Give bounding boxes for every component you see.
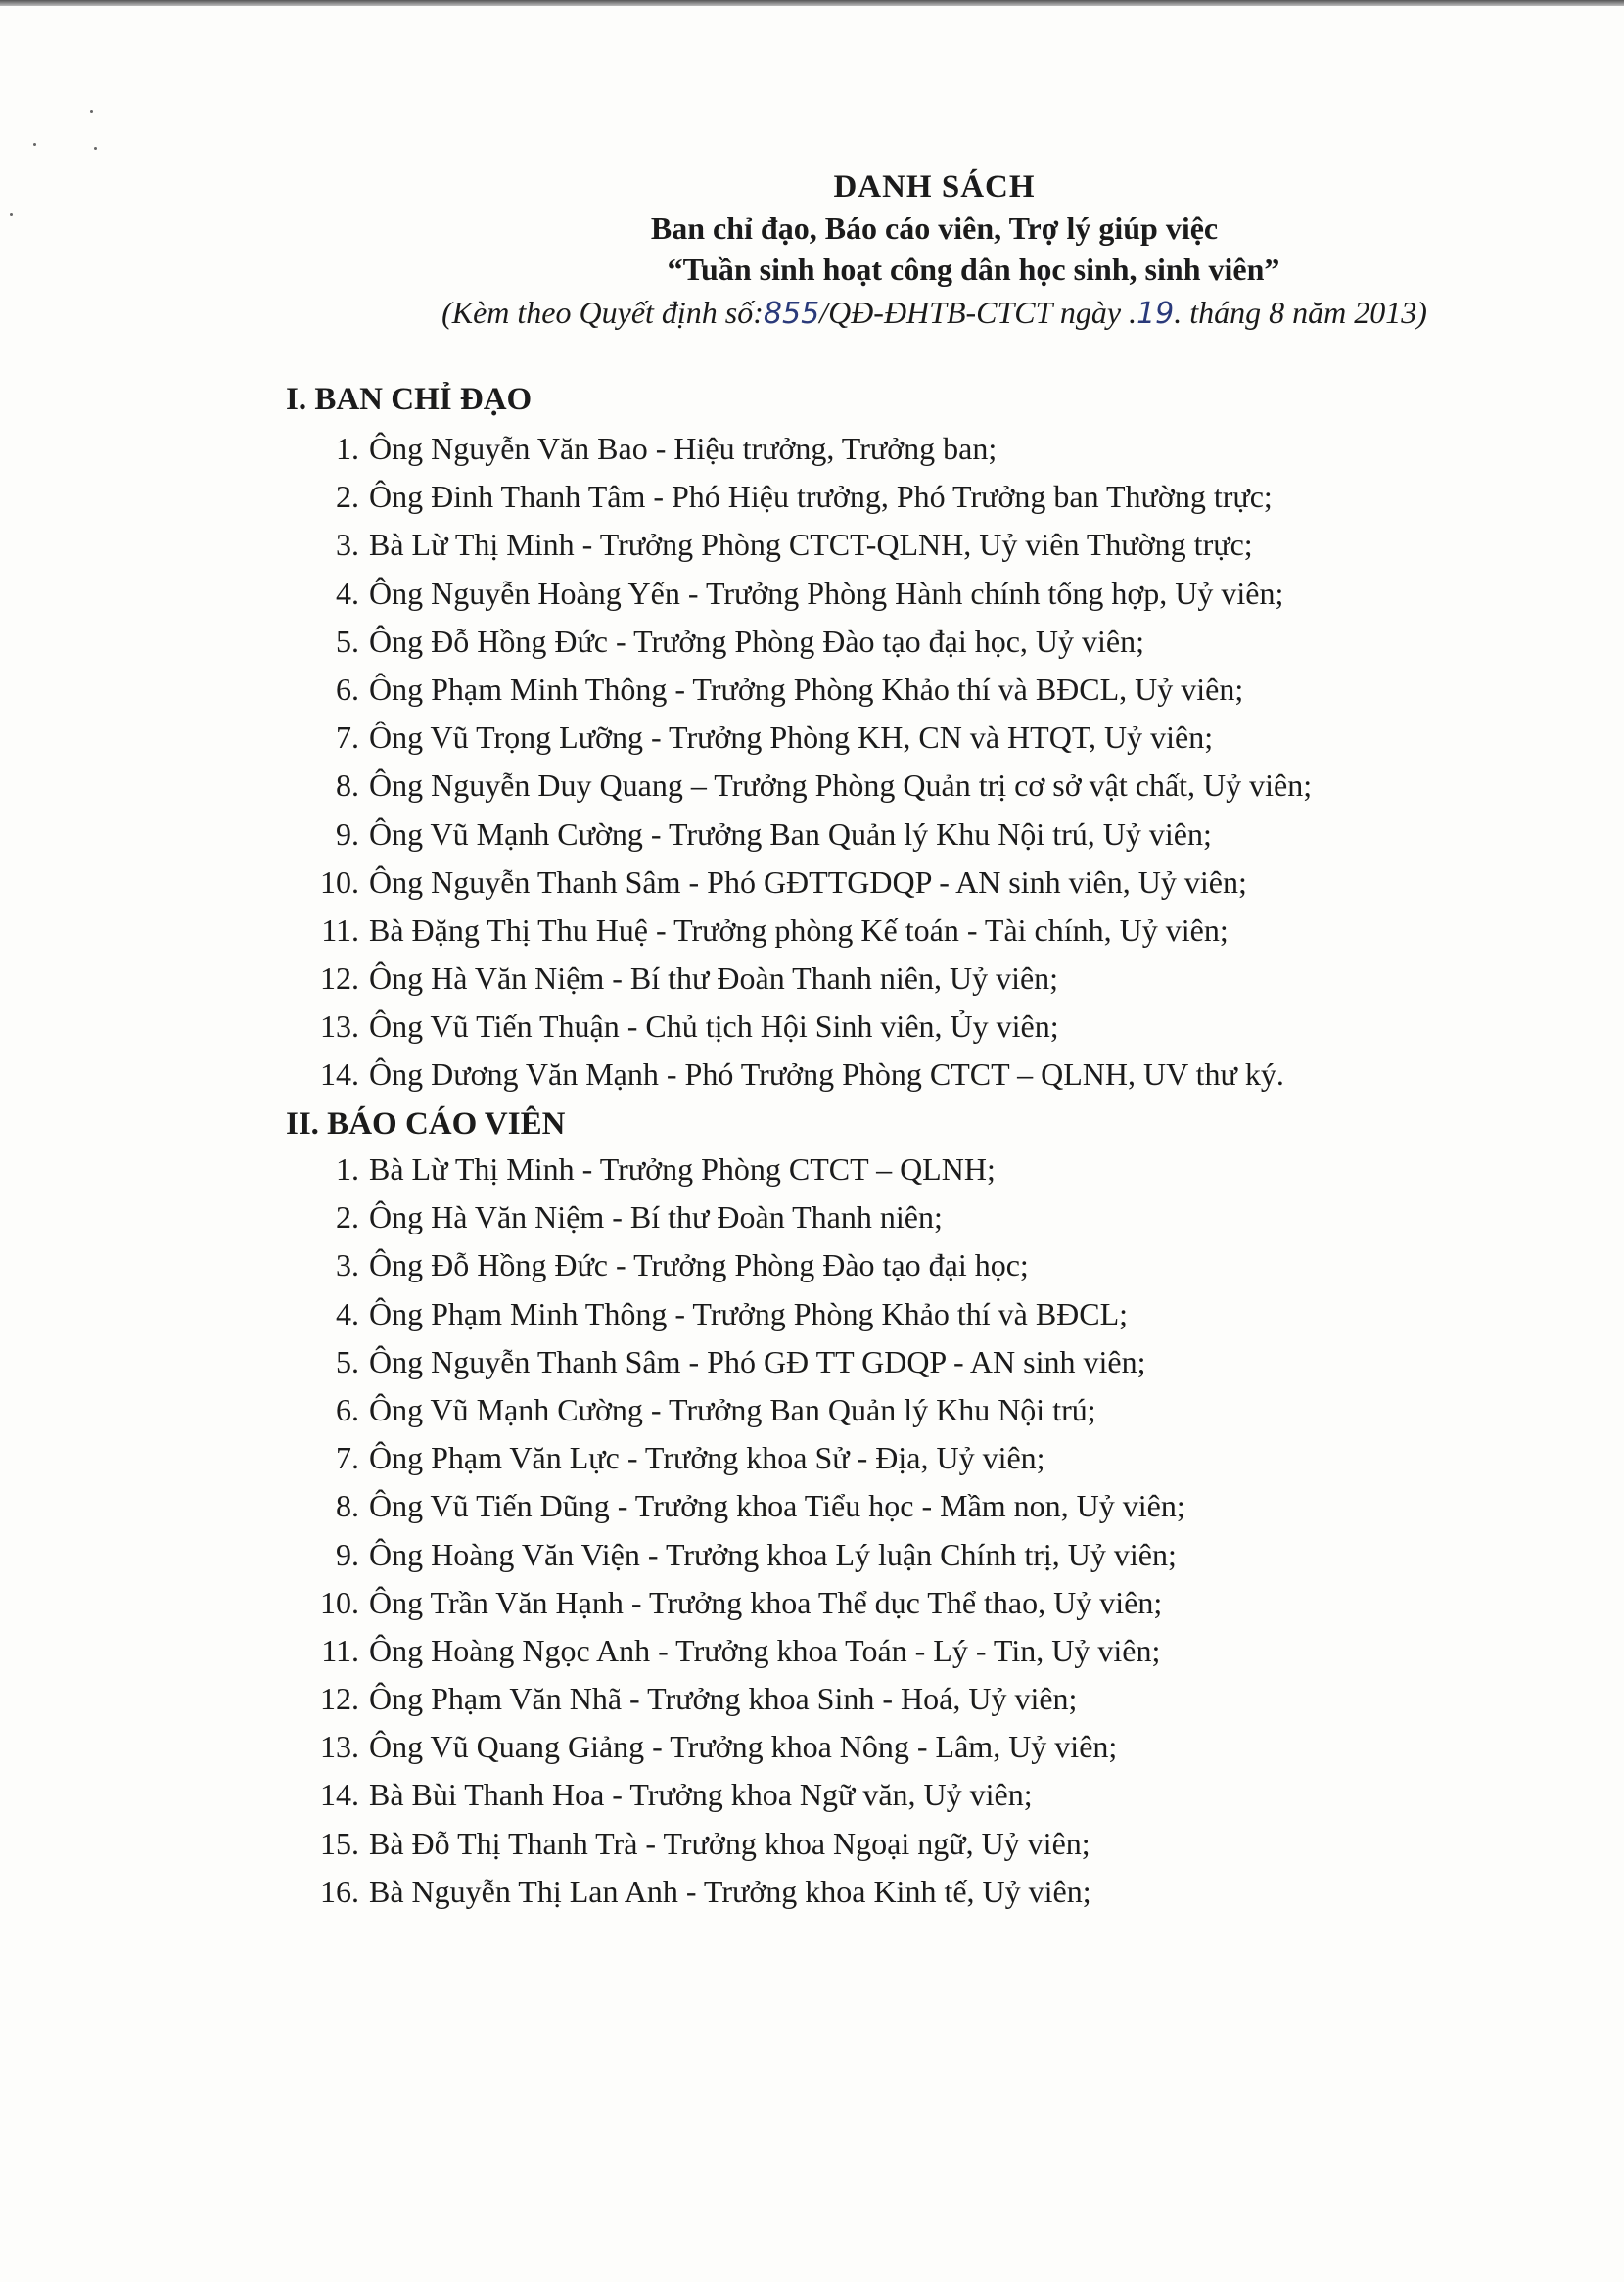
list-item-number: 5. [336,1343,359,1379]
list-item [318,1290,1185,1338]
list-item [318,1868,1185,1916]
list-item-number: 1. [336,1151,359,1187]
list-item [318,570,1312,618]
list-item-text: Bà Đặng Thị Thu Huệ - Trưởng phòng Kế toán - Tài chính, Uỷ viên; [369,911,1229,948]
list-item-text: Ông Trần Văn Hạnh - Trưởng khoa Thể dục Thể thao, Uỷ viên; [369,1584,1163,1620]
list-item-number: 10. [320,1584,359,1620]
list-item-number: 14. [320,1056,359,1093]
list-item-text: Ông Hà Văn Niệm - Bí thư Đoàn Thanh niên, Uỷ viên; [369,960,1059,997]
list-item-number: 1. [336,431,359,466]
list-item-number: 9. [336,1536,359,1572]
list-item-number: 16. [320,1873,359,1909]
list-item-text: Ông Hoàng Văn Viện - Trưởng khoa Lý luận Chính trị, Uỷ viên; [369,1536,1177,1572]
list-item [318,473,1312,521]
list-item-text: Ông Vũ Quang Giảng - Trưởng khoa Nông - Lâm, Uỷ viên; [369,1729,1118,1765]
list-item-text: Ông Phạm Văn Lực - Trưởng khoa Sử - Địa, Uỷ viên; [369,1440,1045,1476]
list-item [318,521,1312,569]
list-item-text: Ông Phạm Minh Thông - Trưởng Phòng Khảo thí và BĐCL; [369,1295,1129,1331]
list-item-text: Ông Dương Văn Mạnh - Phó Trưởng Phòng CTCT – QLNH, UV thư ký. [369,1056,1284,1093]
list-item-number: 2. [336,1199,359,1235]
document-subtitle-event: “Tuần sinh hoạt công dân học sinh, sinh viên” [667,252,1280,287]
list-item [318,1820,1185,1868]
list-item-number: 12. [320,960,359,997]
list-item [318,1241,1185,1289]
list-item-number: 7. [336,720,359,756]
list-item-number: 11. [321,911,359,948]
list-item-text: Ông Nguyễn Thanh Sâm - Phó GĐ TT GDQP - AN sinh viên; [369,1343,1146,1379]
list-item-text: Ông Nguyễn Thanh Sâm - Phó GĐTTGDQP - AN sinh viên, Uỷ viên; [369,863,1247,900]
list-item-number: 11. [321,1632,359,1668]
list-item-number: 4. [336,575,359,611]
document-title: DANH SÁCH [833,169,1036,205]
list-item-text: Bà Bùi Thanh Hoa - Trưởng khoa Ngữ văn, Uỷ viên; [369,1777,1033,1813]
list-item [318,1050,1312,1098]
section-heading-bao-cao-vien: II. BÁO CÁO VIÊN [286,1106,566,1141]
list-item-text: Bà Lừ Thị Minh - Trưởng Phòng CTCT-QLNH, Uỷ viên Thường trực; [369,527,1253,563]
list-item-text: Ông Hà Văn Niệm - Bí thư Đoàn Thanh niên; [369,1199,943,1235]
ref-prefix: (Kèm theo Quyết định số: [441,295,764,330]
list-item-text: Bà Lừ Thị Minh - Trưởng Phòng CTCT – QLNH; [369,1151,996,1187]
list-item [318,955,1312,1002]
scan-top-edge [0,0,1624,6]
ref-number-handwritten: 855 [763,297,820,331]
list-item-text: Ông Phạm Minh Thông - Trưởng Phòng Khảo thí và BĐCL, Uỷ viên; [369,671,1244,707]
list-item [318,1386,1185,1434]
list-item [318,1627,1185,1675]
list-item [318,1145,1185,1193]
list-item [318,666,1312,714]
list-item-text: Ông Vũ Tiến Dũng - Trưởng khoa Tiểu học - Mầm non, Uỷ viên; [369,1488,1185,1524]
list-item-number: 10. [320,863,359,900]
list-item-number: 2. [336,479,359,515]
list-item-text: Ông Vũ Mạnh Cường - Trưởng Ban Quản lý Khu Nội trú, Uỷ viên; [369,815,1212,852]
document-subtitle: Ban chỉ đạo, Báo cáo viên, Trợ lý giúp việc [650,210,1219,246]
decision-reference [245,290,1624,337]
list-item-text: Ông Đỗ Hồng Đức - Trưởng Phòng Đào tạo đại học; [369,1247,1029,1283]
ban-chi-dao-list [318,425,1312,1099]
list-item-number: 6. [336,1391,359,1427]
list-item-number: 8. [336,1488,359,1524]
list-item [318,1531,1185,1579]
list-item-text: Bà Đỗ Thị Thanh Trà - Trưởng khoa Ngoại ngữ, Uỷ viên; [369,1825,1090,1861]
list-item-text: Ông Nguyễn Văn Bao - Hiệu trưởng, Trưởng ban; [369,431,998,466]
list-item [318,714,1312,762]
list-item-text: Ông Vũ Trọng Lưỡng - Trưởng Phòng KH, CN và HTQT, Uỷ viên; [369,720,1214,756]
document-header [0,166,1624,337]
list-item-text: Ông Vũ Tiến Thuận - Chủ tịch Hội Sinh viên, Ủy viên; [369,1008,1059,1045]
list-item-number: 7. [336,1440,359,1476]
ref-suffix: . tháng 8 năm 2013) [1174,295,1427,330]
list-item [318,1675,1185,1723]
list-item-text: Ông Vũ Mạnh Cường - Trưởng Ban Quản lý Khu Nội trú; [369,1391,1096,1427]
list-item-number: 12. [320,1681,359,1717]
list-item-number: 13. [320,1008,359,1045]
list-item [318,762,1312,810]
list-item-number: 3. [336,1247,359,1283]
list-item-text: Ông Nguyễn Duy Quang – Trưởng Phòng Quản trị cơ sở vật chất, Uỷ viên; [369,768,1313,804]
list-item [318,1579,1185,1627]
list-item-text: Ông Hoàng Ngọc Anh - Trưởng khoa Toán - Lý - Tin, Uỷ viên; [369,1632,1161,1668]
list-item-number: 14. [320,1777,359,1813]
list-item [318,1771,1185,1819]
list-item [318,1002,1312,1050]
list-item-number: 6. [336,671,359,707]
list-item-text: Ông Phạm Văn Nhã - Trưởng khoa Sinh - Hoá, Uỷ viên; [369,1681,1078,1717]
list-item [318,907,1312,955]
list-item-number: 13. [320,1729,359,1765]
list-item-number: 8. [336,768,359,804]
list-item-number: 4. [336,1295,359,1331]
list-item-number: 3. [336,527,359,563]
bao-cao-vien-list [318,1145,1185,1916]
list-item-text: Ông Đỗ Hồng Đức - Trưởng Phòng Đào tạo đại học, Uỷ viên; [369,623,1144,659]
section-heading-ban-chi-dao: I. BAN CHỈ ĐẠO [286,382,533,417]
list-item-number: 5. [336,623,359,659]
list-item-number: 9. [336,815,359,852]
list-item [318,859,1312,907]
list-item [318,618,1312,666]
list-item [318,425,1312,473]
ref-day-handwritten: 19 [1137,297,1175,331]
list-item [318,811,1312,859]
list-item [318,1434,1185,1482]
ref-middle: /QĐ-ĐHTB-CTCT ngày . [819,295,1137,330]
list-item-number: 15. [320,1825,359,1861]
list-item-text: Ông Nguyễn Hoàng Yến - Trưởng Phòng Hành chính tổng hợp, Uỷ viên; [369,575,1284,611]
list-item [318,1723,1185,1771]
list-item [318,1338,1185,1386]
list-item-text: Ông Đinh Thanh Tâm - Phó Hiệu trưởng, Phó Trưởng ban Thường trực; [369,479,1273,515]
list-item-text: Bà Nguyễn Thị Lan Anh - Trưởng khoa Kinh tế, Uỷ viên; [369,1873,1091,1909]
list-item [318,1482,1185,1530]
list-item [318,1193,1185,1241]
